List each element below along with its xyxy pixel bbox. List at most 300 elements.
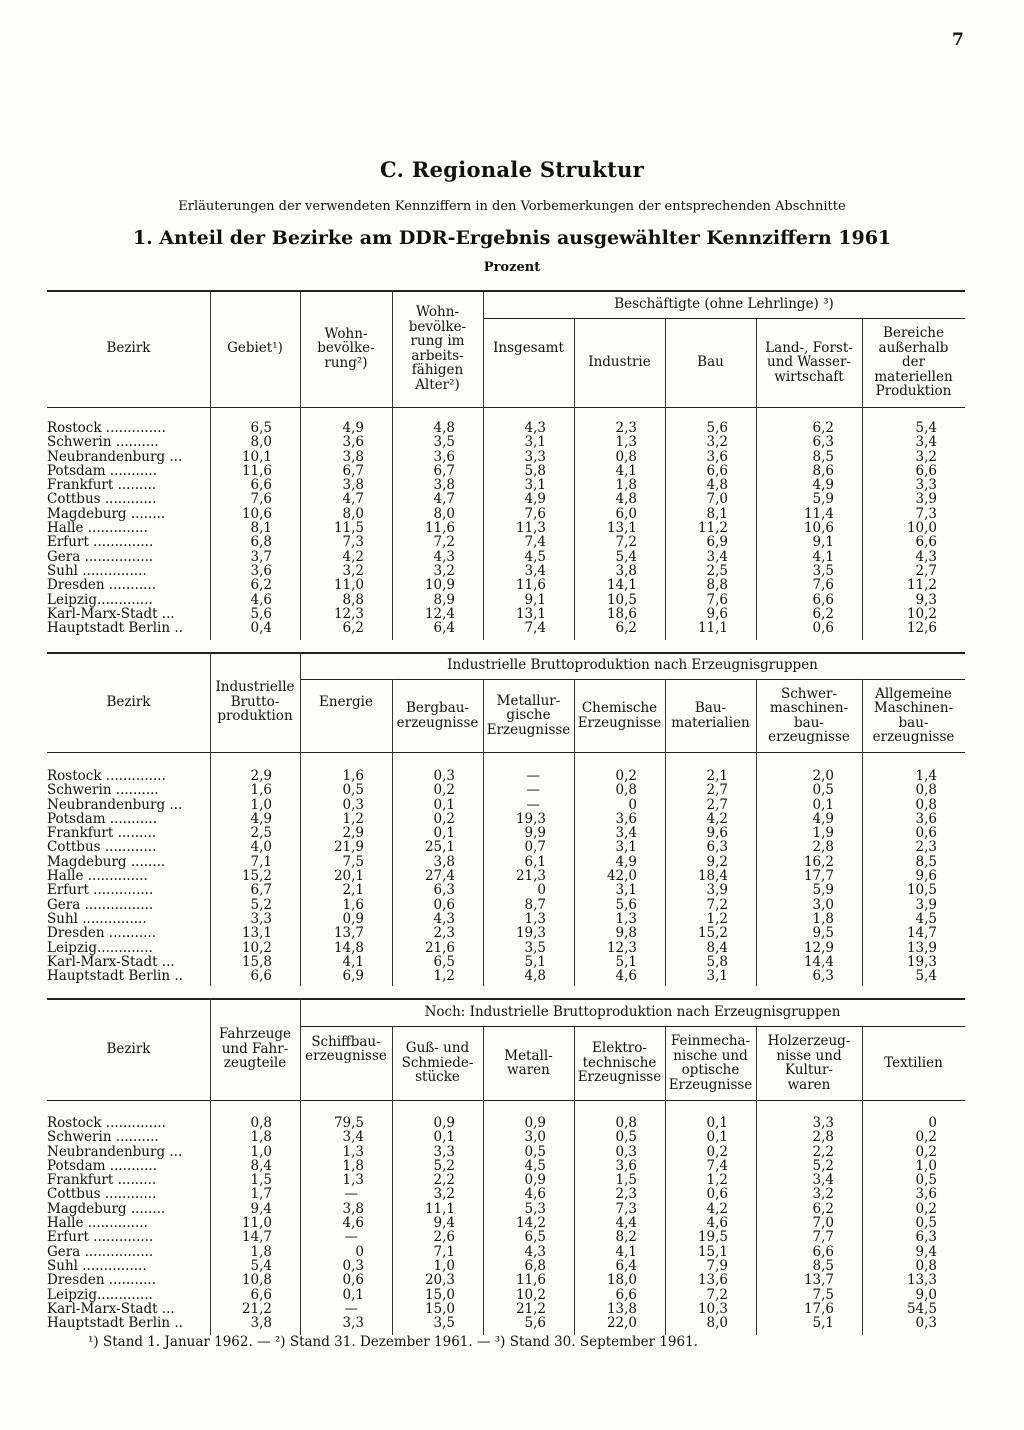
column-header: Chemische Erzeugnisse	[577, 700, 662, 731]
table-cell: 7,6	[250, 491, 272, 508]
data-column	[665, 1116, 728, 1330]
table-cell: 0,5	[812, 782, 834, 799]
bezirk-name: Rostock ..............	[47, 421, 166, 436]
table-cell: 4,3	[433, 548, 455, 565]
bezirk-name: Neubrandenburg ...	[47, 1144, 183, 1159]
table-cell: 2,2	[812, 1143, 834, 1160]
table-cell: 4,8	[706, 477, 728, 494]
table-cell: 7,1	[250, 853, 272, 870]
table-cell: 10,2	[241, 939, 272, 956]
column-header: Wohn- bevölke- rung²)	[317, 325, 375, 371]
table-cell: 2,7	[706, 796, 728, 813]
data-column	[483, 769, 546, 983]
table-cell: 13,9	[906, 939, 937, 956]
table-cell: 8,0	[342, 505, 364, 522]
table-cell: 13,1	[241, 925, 272, 942]
bezirk-name: Potsdam ...........	[47, 463, 158, 479]
table-cell: 79,5	[333, 1115, 364, 1131]
bezirk-name: Dresden ...........	[47, 1273, 157, 1288]
data-column	[574, 421, 637, 635]
table-cell: 10,6	[803, 520, 834, 537]
bezirk-name: Potsdam ...........	[47, 1158, 158, 1174]
table-cell: 6,6	[250, 477, 272, 494]
table-cell: 0,2	[915, 1129, 937, 1146]
table-cell: 1,6	[342, 768, 364, 784]
table-cell: 9,8	[615, 925, 637, 942]
table-cell: 8,0	[433, 505, 455, 522]
table-cell: 6,8	[250, 534, 272, 551]
bezirk-name: Magdeburg ........	[47, 854, 166, 870]
table-cell: 3,2	[342, 562, 364, 579]
table-cell: 6,7	[433, 462, 455, 479]
table-cell: 1,6	[342, 896, 364, 913]
table-cell: 3,2	[812, 1186, 834, 1203]
table-cell: 14,1	[606, 577, 637, 594]
table-cell: 19,3	[515, 925, 546, 942]
table-cell: 13,7	[333, 925, 364, 942]
table-cell: 0,9	[524, 1172, 546, 1189]
column-header: Guß- und Schmiede- stücke	[401, 1040, 474, 1086]
table-cell: 4,9	[250, 810, 272, 827]
table-cell: 1,3	[524, 910, 546, 927]
data-column	[862, 1116, 937, 1330]
table-cell: 4,2	[342, 548, 364, 565]
table-cell: 5,4	[915, 420, 937, 436]
table-cell: 4,5	[915, 910, 937, 927]
table-cell: 1,7	[250, 1186, 272, 1203]
table-cell: 4,3	[433, 910, 455, 927]
table-cell: 1,3	[342, 1172, 364, 1189]
table-cell: 0,8	[615, 782, 637, 799]
table-cell: 0,8	[915, 796, 937, 813]
table-cell: 3,8	[433, 477, 455, 494]
table-cell: 4,1	[615, 462, 637, 479]
table-cell: 8,8	[342, 591, 364, 608]
table-cell: 13,6	[697, 1272, 728, 1289]
table-cell: 3,6	[342, 434, 364, 451]
table-cell: 0,8	[915, 782, 937, 799]
table-cell: 0	[537, 882, 546, 899]
table-cell: 17,7	[803, 868, 834, 885]
table-cell: 0,6	[342, 1272, 364, 1289]
table-cell: 3,4	[915, 434, 937, 451]
table-cell: 4,6	[615, 968, 637, 985]
table-cell: 6,5	[250, 420, 272, 436]
table-cell: 8,9	[433, 591, 455, 608]
table-cell: 14,4	[803, 953, 834, 970]
table-cell: 15,0	[424, 1286, 455, 1303]
table-cell: 4,8	[524, 968, 546, 985]
table-cell: 0	[355, 1243, 364, 1260]
table-cell: 22,0	[606, 1315, 637, 1332]
table-cell: 25,1	[424, 839, 455, 856]
table-cell: 6,2	[812, 420, 834, 436]
table-cell: 7,4	[524, 534, 546, 551]
table-cell: 11,4	[803, 505, 834, 522]
table-cell: 7,4	[706, 1157, 728, 1174]
footnote: ¹) Stand 1. Januar 1962. — ²) Stand 31. Dezember 1961. — ³) Stand 30. September 1961.	[88, 1334, 698, 1350]
bezirk-name: Leipzig.............	[47, 1287, 153, 1302]
table-cell: 3,3	[524, 448, 546, 465]
bezirk-list	[47, 421, 205, 635]
table-cell: 4,5	[524, 548, 546, 565]
table-cell: 2,8	[812, 839, 834, 856]
table-cell: 11,6	[515, 1272, 546, 1289]
table-cell: 7,9	[706, 1257, 728, 1274]
bezirk-name: Cottbus ............	[47, 492, 157, 507]
data-column	[862, 421, 937, 635]
table-cell: 0,6	[706, 1186, 728, 1203]
table-cell: 4,9	[342, 420, 364, 436]
table-cell: 10,5	[606, 591, 637, 608]
table-cell: 3,3	[433, 1143, 455, 1160]
bezirk-name: Neubrandenburg ...	[47, 449, 183, 464]
table-cell: 6,6	[250, 1286, 272, 1303]
table-cell: 12,9	[803, 939, 834, 956]
table-cell: 12,6	[906, 620, 937, 637]
table-cell: 5,8	[706, 953, 728, 970]
table-cell: 7,4	[524, 620, 546, 637]
table-cell: 9,2	[706, 853, 728, 870]
table-cell: 18,0	[606, 1272, 637, 1289]
table-cell: 5,8	[524, 462, 546, 479]
bezirk-name: Karl-Marx-Stadt ...	[47, 954, 175, 970]
data-column	[300, 421, 364, 635]
table-cell: 1,8	[250, 1129, 272, 1146]
table-cell: 0,1	[706, 1129, 728, 1146]
table-cell: 0,3	[915, 1315, 937, 1332]
bezirk-name: Frankfurt .........	[47, 478, 157, 493]
table-cell: 6,3	[433, 882, 455, 899]
table-cell: 1,2	[706, 910, 728, 927]
table-cell: 5,1	[615, 953, 637, 970]
table-cell: 6,4	[433, 620, 455, 637]
table-cell: 9,9	[524, 825, 546, 842]
table-cell: 6,1	[524, 853, 546, 870]
table-cell: 0,3	[615, 1143, 637, 1160]
table-cell: 11,0	[333, 577, 364, 594]
table-cell: 1,9	[812, 825, 834, 842]
table-cell: 0,7	[524, 839, 546, 856]
table-cell: 6,2	[812, 605, 834, 622]
table-cell: 7,6	[812, 577, 834, 594]
column-header: Bau- materialien	[671, 700, 750, 731]
table-cell: 21,2	[515, 1300, 546, 1317]
table-cell: 5,1	[524, 953, 546, 970]
column-header: Fahrzeuge und Fahr- zeugteile	[218, 1026, 292, 1072]
table-cell: 3,8	[342, 448, 364, 465]
table-cell: 1,5	[250, 1172, 272, 1189]
table-cell: 5,3	[524, 1200, 546, 1217]
table-cell: 7,2	[706, 1286, 728, 1303]
table-cell: 8,0	[706, 1315, 728, 1332]
table-cell: 0,8	[915, 1257, 937, 1274]
table-cell: 4,9	[615, 853, 637, 870]
table-cell: 10,1	[241, 448, 272, 465]
table-cell: 8,1	[706, 505, 728, 522]
table-cell: 3,1	[615, 839, 637, 856]
table-cell: 6,3	[812, 968, 834, 985]
table-cell: 1,2	[342, 810, 364, 827]
table-cell: 7,2	[433, 534, 455, 551]
table-cell: 3,4	[706, 548, 728, 565]
table-cell: 3,1	[706, 968, 728, 985]
section-subtitle: Erläuterungen der verwendeten Kennziffern in den Vorbemerkungen der entsprechenden Abschnitte	[178, 199, 846, 214]
table-cell: 1,8	[342, 1157, 364, 1174]
table-cell: 3,8	[342, 1200, 364, 1217]
bezirk-name: Leipzig.............	[47, 940, 153, 955]
table-cell: 6,7	[250, 882, 272, 899]
bezirk-name: Erfurt ..............	[47, 883, 154, 898]
table-cell: 3,8	[615, 562, 637, 579]
table-cell: 4,1	[342, 953, 364, 970]
table-cell: 4,9	[812, 477, 834, 494]
bezirk-name: Suhl ...............	[47, 911, 147, 927]
table-cell: 3,4	[812, 1172, 834, 1189]
table-cell: 0,2	[433, 810, 455, 827]
data-column	[862, 769, 937, 983]
header-bottom-rule	[47, 752, 965, 753]
table-cell: 0,2	[433, 782, 455, 799]
table-cell: 2,3	[433, 925, 455, 942]
table-cell: 18,4	[697, 868, 728, 885]
table-cell: 4,6	[250, 591, 272, 608]
bezirk-name: Frankfurt .........	[47, 1173, 157, 1188]
table-cell: 8,5	[915, 853, 937, 870]
table-cell: 15,2	[697, 925, 728, 942]
table-cell: 1,0	[915, 1157, 937, 1174]
bezirk-name: Karl-Marx-Stadt ...	[47, 606, 175, 622]
table-cell: —	[344, 1229, 358, 1246]
bezirk-name: Magdeburg ........	[47, 1201, 166, 1217]
table-cell: 3,8	[342, 477, 364, 494]
table-cell: 0,2	[915, 1143, 937, 1160]
bezirk-name: Erfurt ..............	[47, 535, 154, 550]
table-cell: 9,4	[250, 1200, 272, 1217]
table-cell: 1,5	[615, 1172, 637, 1189]
table-cell: 3,0	[524, 1129, 546, 1146]
table-cell: 15,8	[241, 953, 272, 970]
table-cell: 3,3	[812, 1115, 834, 1131]
table-cell: 2,5	[706, 562, 728, 579]
table-cell: 4,4	[615, 1215, 637, 1232]
bezirk-name: Gera ................	[47, 549, 154, 564]
stub-header-bezirk: Bezirk	[106, 693, 151, 710]
table-cell: 7,1	[433, 1243, 455, 1260]
table-cell: 11,2	[697, 520, 728, 537]
table-cell: —	[344, 1186, 358, 1203]
table-cell: 2,1	[342, 882, 364, 899]
table-cell: 0,1	[433, 796, 455, 813]
table-cell: 3,6	[706, 448, 728, 465]
table-cell: 5,6	[706, 420, 728, 436]
bezirk-name: Magdeburg ........	[47, 506, 166, 522]
table-cell: 5,2	[433, 1157, 455, 1174]
column-header: Insgesamt	[493, 340, 564, 357]
table-cell: 15,1	[697, 1243, 728, 1260]
table-cell: 14,2	[515, 1215, 546, 1232]
table-cell: 1,6	[250, 782, 272, 799]
table-cell: 0,9	[433, 1115, 455, 1131]
table-cell: 2,7	[706, 782, 728, 799]
table-cell: 2,0	[812, 768, 834, 784]
table-cell: 3,5	[433, 434, 455, 451]
table-cell: 1,3	[342, 1143, 364, 1160]
table-cell: 2,2	[433, 1172, 455, 1189]
table-cell: 0,5	[342, 782, 364, 799]
table-cell: 18,6	[606, 605, 637, 622]
table-unit: Prozent	[483, 260, 541, 275]
table-cell: 7,3	[342, 534, 364, 551]
table-cell: 3,9	[915, 491, 937, 508]
table-cell: 4,1	[615, 1243, 637, 1260]
table-cell: 0,2	[915, 1200, 937, 1217]
table-cell: 1,4	[915, 768, 937, 784]
group-header: Beschäftigte (ohne Lehrlinge) ³)	[614, 295, 834, 312]
table-cell: 6,3	[915, 1229, 937, 1246]
table-cell: 3,3	[342, 1315, 364, 1332]
table-cell: 0,5	[915, 1172, 937, 1189]
table-cell: 8,7	[524, 896, 546, 913]
table-cell: 13,8	[606, 1300, 637, 1317]
table-cell: 3,9	[706, 882, 728, 899]
table-cell: 0,9	[524, 1115, 546, 1131]
table-cell: 1,3	[615, 910, 637, 927]
table-cell: 16,2	[803, 853, 834, 870]
section-title: C. Regionale Struktur	[379, 157, 645, 182]
table-cell: 8,5	[812, 448, 834, 465]
bezirk-name: Hauptstadt Berlin ..	[47, 1316, 183, 1331]
column-header: Gebiet¹)	[227, 340, 283, 357]
table-cell: 8,6	[812, 462, 834, 479]
column-header: Metallur- gische Erzeugnisse	[486, 692, 571, 738]
table-cell: 7,2	[615, 534, 637, 551]
column-header: Schwer- maschinen- bau- erzeugnisse	[768, 685, 850, 745]
table-cell: 14,8	[333, 939, 364, 956]
data-column	[392, 421, 455, 635]
table-cell: 6,7	[342, 462, 364, 479]
column-header: Industrie	[588, 354, 651, 371]
table-cell: 4,7	[433, 491, 455, 508]
table-cell: 5,6	[250, 605, 272, 622]
table-cell: 8,2	[615, 1229, 637, 1246]
table-cell: 11,3	[515, 520, 546, 537]
table-cell: 0,9	[342, 910, 364, 927]
page-number: 7	[952, 30, 964, 50]
table-cell: 42,0	[606, 868, 637, 885]
table-cell: 4,6	[706, 1215, 728, 1232]
column-header: Bergbau- erzeugnisse	[396, 700, 479, 731]
bezirk-name: Halle ..............	[47, 869, 148, 884]
column-header: Industrielle Brutto- produktion	[215, 679, 295, 725]
header-bottom-rule	[47, 407, 965, 408]
table-cell: 6,6	[915, 462, 937, 479]
table-cell: 5,4	[250, 1257, 272, 1274]
table-cell: 3,6	[615, 1157, 637, 1174]
table-cell: 4,6	[342, 1215, 364, 1232]
bezirk-name: Potsdam ...........	[47, 811, 158, 827]
table-cell: 4,8	[433, 420, 455, 436]
group-header: Industrielle Bruttoproduktion nach Erzeugnisgruppen	[447, 657, 818, 674]
table-cell: 3,5	[524, 939, 546, 956]
table-cell: 6,2	[250, 577, 272, 594]
data-column	[392, 769, 455, 983]
data-column	[392, 1116, 455, 1330]
table-cell: 8,8	[706, 577, 728, 594]
table-cell: 1,0	[250, 796, 272, 813]
table-cell: 7,0	[706, 491, 728, 508]
table-cell: 7,6	[524, 505, 546, 522]
bezirk-name: Erfurt ..............	[47, 1230, 154, 1245]
table-cell: 9,0	[915, 1286, 937, 1303]
table-cell: 10,2	[906, 605, 937, 622]
bezirk-name: Cottbus ............	[47, 1187, 157, 1202]
table-cell: 14,7	[241, 1229, 272, 1246]
table-cell: 7,3	[915, 505, 937, 522]
table-cell: 11,0	[241, 1215, 272, 1232]
bezirk-name: Frankfurt .........	[47, 826, 157, 841]
table-cell: 0,2	[615, 768, 637, 784]
table-cell: 10,0	[906, 520, 937, 537]
table-cell: 3,6	[433, 448, 455, 465]
bezirk-name: Cottbus ............	[47, 840, 157, 855]
bezirk-name: Gera ................	[47, 1244, 154, 1259]
table-cell: 4,3	[524, 420, 546, 436]
table-cell: 10,8	[241, 1272, 272, 1289]
table-cell: 21,3	[515, 868, 546, 885]
column-header: Textilien	[884, 1054, 943, 1071]
table-cell: 0,1	[433, 1129, 455, 1146]
table-cell: 15,2	[241, 868, 272, 885]
table-cell: 2,3	[615, 1186, 637, 1203]
table-cell: —	[344, 1300, 358, 1317]
table-cell: 3,4	[342, 1129, 364, 1146]
table-cell: 3,5	[433, 1315, 455, 1332]
bezirk-name: Neubrandenburg ...	[47, 797, 183, 812]
group-header: Noch: Industrielle Bruttoproduktion nach Erzeugnisgruppen	[424, 1003, 841, 1020]
bezirk-name: Halle ..............	[47, 1216, 148, 1231]
table-cell: 10,6	[241, 505, 272, 522]
table-cell: 7,5	[812, 1286, 834, 1303]
table-cell: 3,6	[615, 810, 637, 827]
table-cell: 3,6	[915, 1186, 937, 1203]
table-cell: 8,0	[250, 434, 272, 451]
table-cell: 21,2	[241, 1300, 272, 1317]
column-header: Bereiche außerhalb der materiellen Produktion	[874, 325, 953, 400]
data-column	[483, 421, 546, 635]
table-cell: 3,2	[433, 1186, 455, 1203]
table-cell: 7,7	[812, 1229, 834, 1246]
table-cell: 0,8	[615, 1115, 637, 1131]
table-cell: 6,2	[342, 620, 364, 637]
table-cell: 3,0	[812, 896, 834, 913]
table-cell: 19,3	[515, 810, 546, 827]
table-cell: 13,7	[803, 1272, 834, 1289]
table-cell: 4,7	[342, 491, 364, 508]
table-cell: 3,1	[524, 477, 546, 494]
bezirk-name: Schwerin ..........	[47, 783, 159, 798]
table-cell: 0,1	[812, 796, 834, 813]
data-column	[210, 769, 272, 983]
bezirk-name: Schwerin ..........	[47, 1130, 159, 1145]
bezirk-name: Hauptstadt Berlin ..	[47, 621, 183, 636]
table-cell: 21,6	[424, 939, 455, 956]
table-cell: 4,0	[250, 839, 272, 856]
table-cell: 13,1	[515, 605, 546, 622]
table-cell: 1,3	[615, 434, 637, 451]
table-cell: 0,1	[342, 1286, 364, 1303]
table-cell: 0,3	[342, 796, 364, 813]
